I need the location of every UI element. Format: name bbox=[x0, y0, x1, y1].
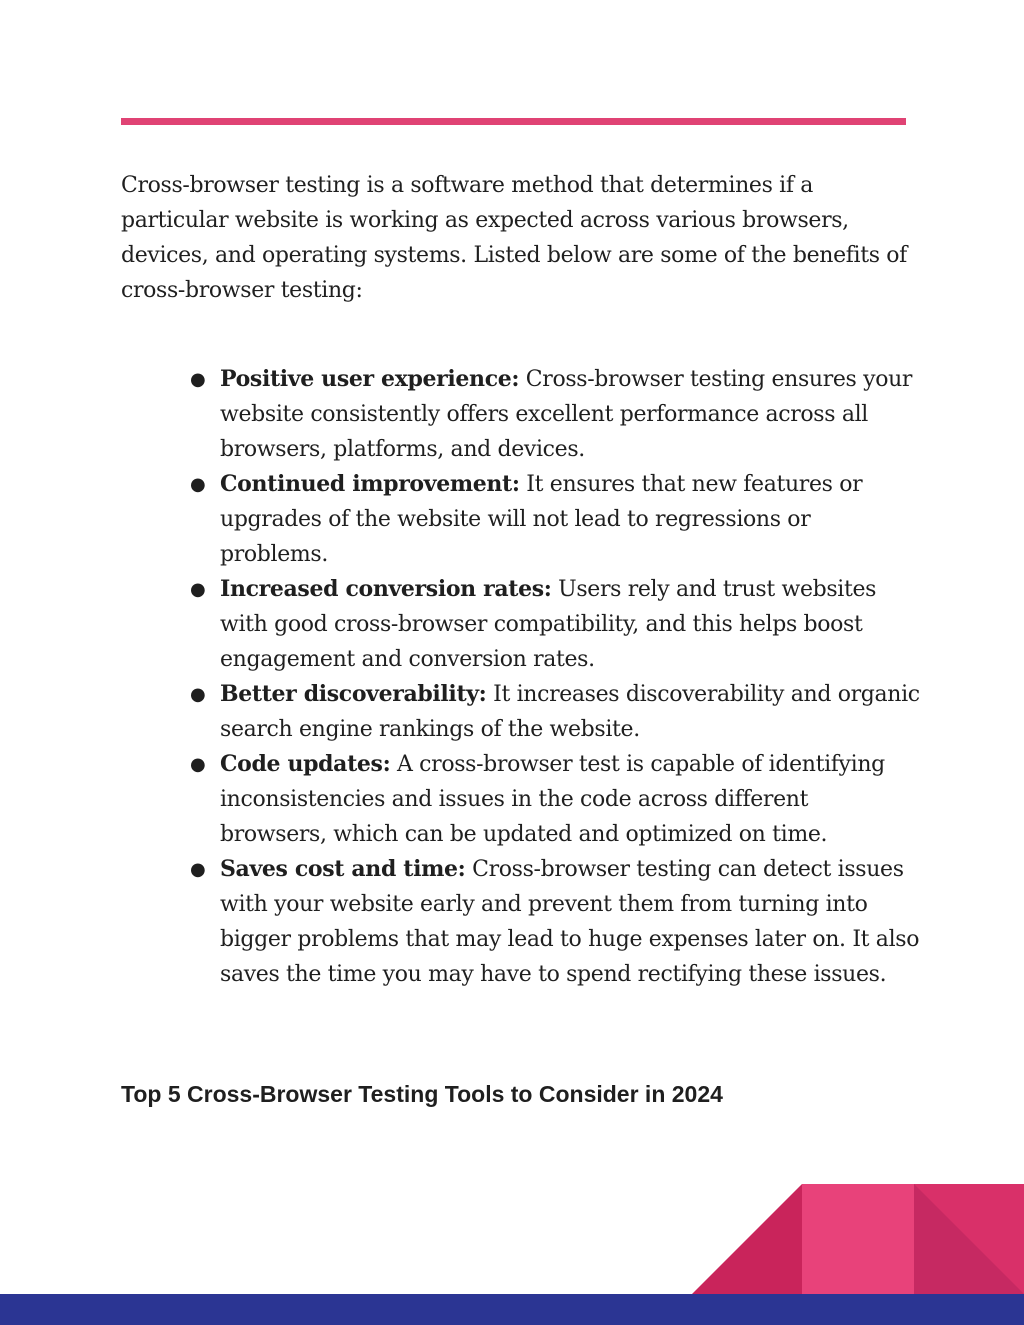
benefit-item bbox=[190, 572, 920, 677]
benefit-text: It ensures that new features or upgrades of the website will not lead to regressions or problems. bbox=[220, 472, 863, 567]
benefit-term: Code updates: bbox=[220, 751, 391, 777]
benefit-term: Increased conversion rates: bbox=[220, 576, 552, 602]
benefit-term: Positive user experience: bbox=[220, 366, 520, 392]
benefit-item bbox=[190, 677, 920, 747]
benefit-term: Better discoverability: bbox=[220, 681, 487, 707]
benefit-text: Cross-browser testing can detect issues with your website early and prevent them from turning into bigger problems that may lead to huge expenses later on. It also saves the time you may have to spend rectifying these issues. bbox=[220, 857, 920, 987]
benefit-item bbox=[190, 467, 920, 572]
section-heading: Top 5 Cross-Browser Testing Tools to Consider in 2024 bbox=[121, 1081, 723, 1107]
benefit-item bbox=[190, 747, 920, 852]
benefit-item bbox=[190, 362, 920, 467]
bullet-icon: ● bbox=[190, 474, 206, 495]
bullet-icon: ● bbox=[190, 754, 206, 775]
intro-paragraph: Cross-browser testing is a software method that determines if a particular website is working as expected across various browsers, devices, and operating systems. Listed below are some of the benefits of cross-browser testing: bbox=[121, 173, 907, 303]
benefit-term: Saves cost and time: bbox=[220, 856, 466, 882]
top-accent-rule bbox=[121, 118, 906, 125]
pink-square bbox=[802, 1184, 914, 1296]
benefits-list bbox=[190, 362, 920, 992]
footer-band bbox=[0, 1294, 1024, 1325]
benefit-item bbox=[190, 852, 920, 992]
bullet-icon: ● bbox=[190, 684, 206, 705]
bullet-icon: ● bbox=[190, 859, 206, 880]
benefit-text: Users rely and trust websites with good cross-browser compatibility, and this helps boost engagement and conversion rates. bbox=[220, 577, 877, 672]
dark-pink-triangle bbox=[690, 1184, 802, 1296]
benefit-text: It increases discoverability and organic search engine rankings of the website. bbox=[220, 682, 920, 742]
benefit-term: Continued improvement: bbox=[220, 471, 520, 497]
benefit-text: A cross-browser test is capable of identifying inconsistencies and issues in the code across different browsers, which can be updated and optimized on time. bbox=[220, 752, 885, 847]
bullet-icon: ● bbox=[190, 369, 206, 390]
decorative-corner-shapes bbox=[690, 1184, 1024, 1296]
benefit-text: Cross-browser testing ensures your website consistently offers excellent performance across all browsers, platforms, and devices. bbox=[220, 367, 913, 462]
bullet-icon: ● bbox=[190, 579, 206, 600]
